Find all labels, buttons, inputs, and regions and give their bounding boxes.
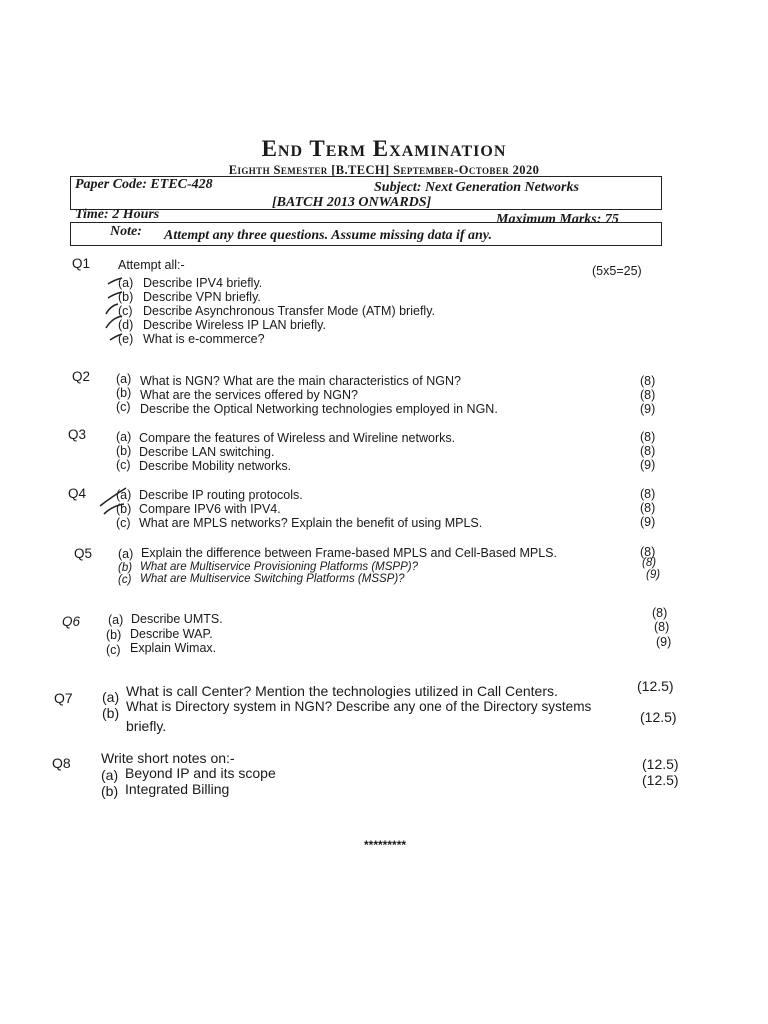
q3b-label: (b) xyxy=(116,444,132,458)
q6b-marks: (8) xyxy=(654,620,670,634)
end-of-paper-stars: ********* xyxy=(364,838,407,852)
q8a-label: (a) xyxy=(101,767,119,783)
q5a-text: Explain the difference between Frame-based MPLS and Cell-Based MPLS. xyxy=(141,546,557,560)
handwritten-tick-marks xyxy=(100,270,150,350)
q8b-label: (b) xyxy=(101,783,119,799)
q4-number: Q4 xyxy=(68,486,87,501)
q2a-text: What is NGN? What are the main characteristics of NGN? xyxy=(140,374,461,388)
q6a-marks: (8) xyxy=(652,606,668,620)
q4c-marks: (9) xyxy=(640,515,656,529)
q7a-label: (a) xyxy=(102,689,120,705)
q6b-text: Describe WAP. xyxy=(130,627,213,641)
q1-number: Q1 xyxy=(72,256,91,271)
subject: Subject: Next Generation Networks xyxy=(374,180,579,195)
q7b-marks: (12.5) xyxy=(640,709,677,725)
q1d-label: (d) xyxy=(118,318,134,332)
q7b-text: What is Directory system in NGN? Describe any one of the Directory systems xyxy=(126,699,592,714)
q5-number: Q5 xyxy=(74,546,93,561)
maximum-marks: Maximum Marks: 75 xyxy=(496,212,619,227)
q1e-label: (e) xyxy=(118,332,134,346)
q7b-label: (b) xyxy=(102,705,120,721)
q1a-text: Describe IPV4 briefly. xyxy=(143,276,263,290)
q7a-marks: (12.5) xyxy=(637,678,674,694)
q4c-text: What are MPLS networks? Explain the benefit of using MPLS. xyxy=(139,516,483,530)
q2a-marks: (8) xyxy=(640,374,656,388)
q4b-label: (b) xyxy=(116,502,132,516)
q1c-text: Describe Asynchronous Transfer Mode (ATM) briefly. xyxy=(143,304,435,318)
q5b-text: What are Multiservice Provisioning Platforms (MSPP)? xyxy=(140,561,418,573)
q1-intro: Attempt all:- xyxy=(118,258,185,272)
q4c-label: (c) xyxy=(116,516,131,530)
q7b-text-continued: briefly. xyxy=(126,718,167,734)
q1b-text: Describe VPN briefly. xyxy=(143,290,261,304)
q6c-text: Explain Wimax. xyxy=(130,641,217,655)
q5c-marks: (9) xyxy=(646,569,661,581)
q8a-marks: (12.5) xyxy=(642,756,679,772)
q4a-label: (a) xyxy=(116,488,132,502)
q2c-label: (c) xyxy=(116,400,131,414)
q1d-text: Describe Wireless IP LAN briefly. xyxy=(143,318,326,332)
q5a-label: (a) xyxy=(118,547,134,561)
q6c-label: (c) xyxy=(106,643,121,657)
q5b-marks: (8) xyxy=(642,557,657,569)
batch: [BATCH 2013 ONWARDS] xyxy=(272,195,432,210)
paper-code: Paper Code: ETEC-428 xyxy=(75,177,213,192)
q4b-text: Compare IPV6 with IPV4. xyxy=(139,502,281,516)
q1b-label: (b) xyxy=(118,290,134,304)
q3c-marks: (9) xyxy=(640,458,656,472)
q1-marks: (5x5=25) xyxy=(592,264,642,278)
q5a-marks: (8) xyxy=(640,545,656,559)
q8a-text: Beyond IP and its scope xyxy=(125,765,276,781)
handwritten-cross-mark xyxy=(96,484,140,520)
q2b-label: (b) xyxy=(116,386,132,400)
q1a-label: (a) xyxy=(118,276,134,290)
q3a-label: (a) xyxy=(116,430,132,444)
q3-number: Q3 xyxy=(68,427,87,442)
q8-intro: Write short notes on:- xyxy=(101,750,235,766)
q6c-marks: (9) xyxy=(656,635,672,649)
exam-title: End Term Examination xyxy=(261,136,507,161)
q5c-text: What are Multiservice Switching Platforms (MSSP)? xyxy=(140,573,405,585)
q3a-marks: (8) xyxy=(640,430,656,444)
q4a-marks: (8) xyxy=(640,487,656,501)
exam-subtitle: Eighth Semester [B.TECH] September-October 2020 xyxy=(228,163,540,177)
q6b-label: (b) xyxy=(106,628,122,642)
q2a-label: (a) xyxy=(116,372,132,386)
q3c-label: (c) xyxy=(116,458,131,472)
q8-number: Q8 xyxy=(52,755,71,771)
q6-number: Q6 xyxy=(62,614,81,629)
q1e-text: What is e-commerce? xyxy=(143,332,265,346)
q5c-label: (c) xyxy=(118,574,132,586)
q4a-text: Describe IP routing protocols. xyxy=(139,488,303,502)
q2-number: Q2 xyxy=(72,369,91,384)
q7-number: Q7 xyxy=(54,690,73,706)
q8b-text: Integrated Billing xyxy=(125,781,230,797)
q6a-text: Describe UMTS. xyxy=(131,612,223,626)
q6a-label: (a) xyxy=(108,613,124,627)
exam-time: Time: 2 Hours xyxy=(75,207,160,222)
q3b-marks: (8) xyxy=(640,444,656,458)
q1c-label: (c) xyxy=(118,304,133,318)
q2c-text: Describe the Optical Networking technologies employed in NGN. xyxy=(140,402,498,416)
q4b-marks: (8) xyxy=(640,501,656,515)
q3c-text: Describe Mobility networks. xyxy=(139,459,292,473)
q3a-text: Compare the features of Wireless and Wireline networks. xyxy=(139,431,456,445)
note-label: Note: xyxy=(110,224,142,239)
q8b-marks: (12.5) xyxy=(642,772,679,788)
q3b-text: Describe LAN switching. xyxy=(139,445,275,459)
q2b-marks: (8) xyxy=(640,388,656,402)
q5b-label: (b) xyxy=(118,562,133,574)
note-text: Attempt any three questions. Assume missing data if any. xyxy=(164,228,493,243)
q2c-marks: (9) xyxy=(640,402,656,416)
q2b-text: What are the services offered by NGN? xyxy=(140,388,358,402)
q7a-text: What is call Center? Mention the technologies utilized in Call Centers. xyxy=(126,683,558,699)
